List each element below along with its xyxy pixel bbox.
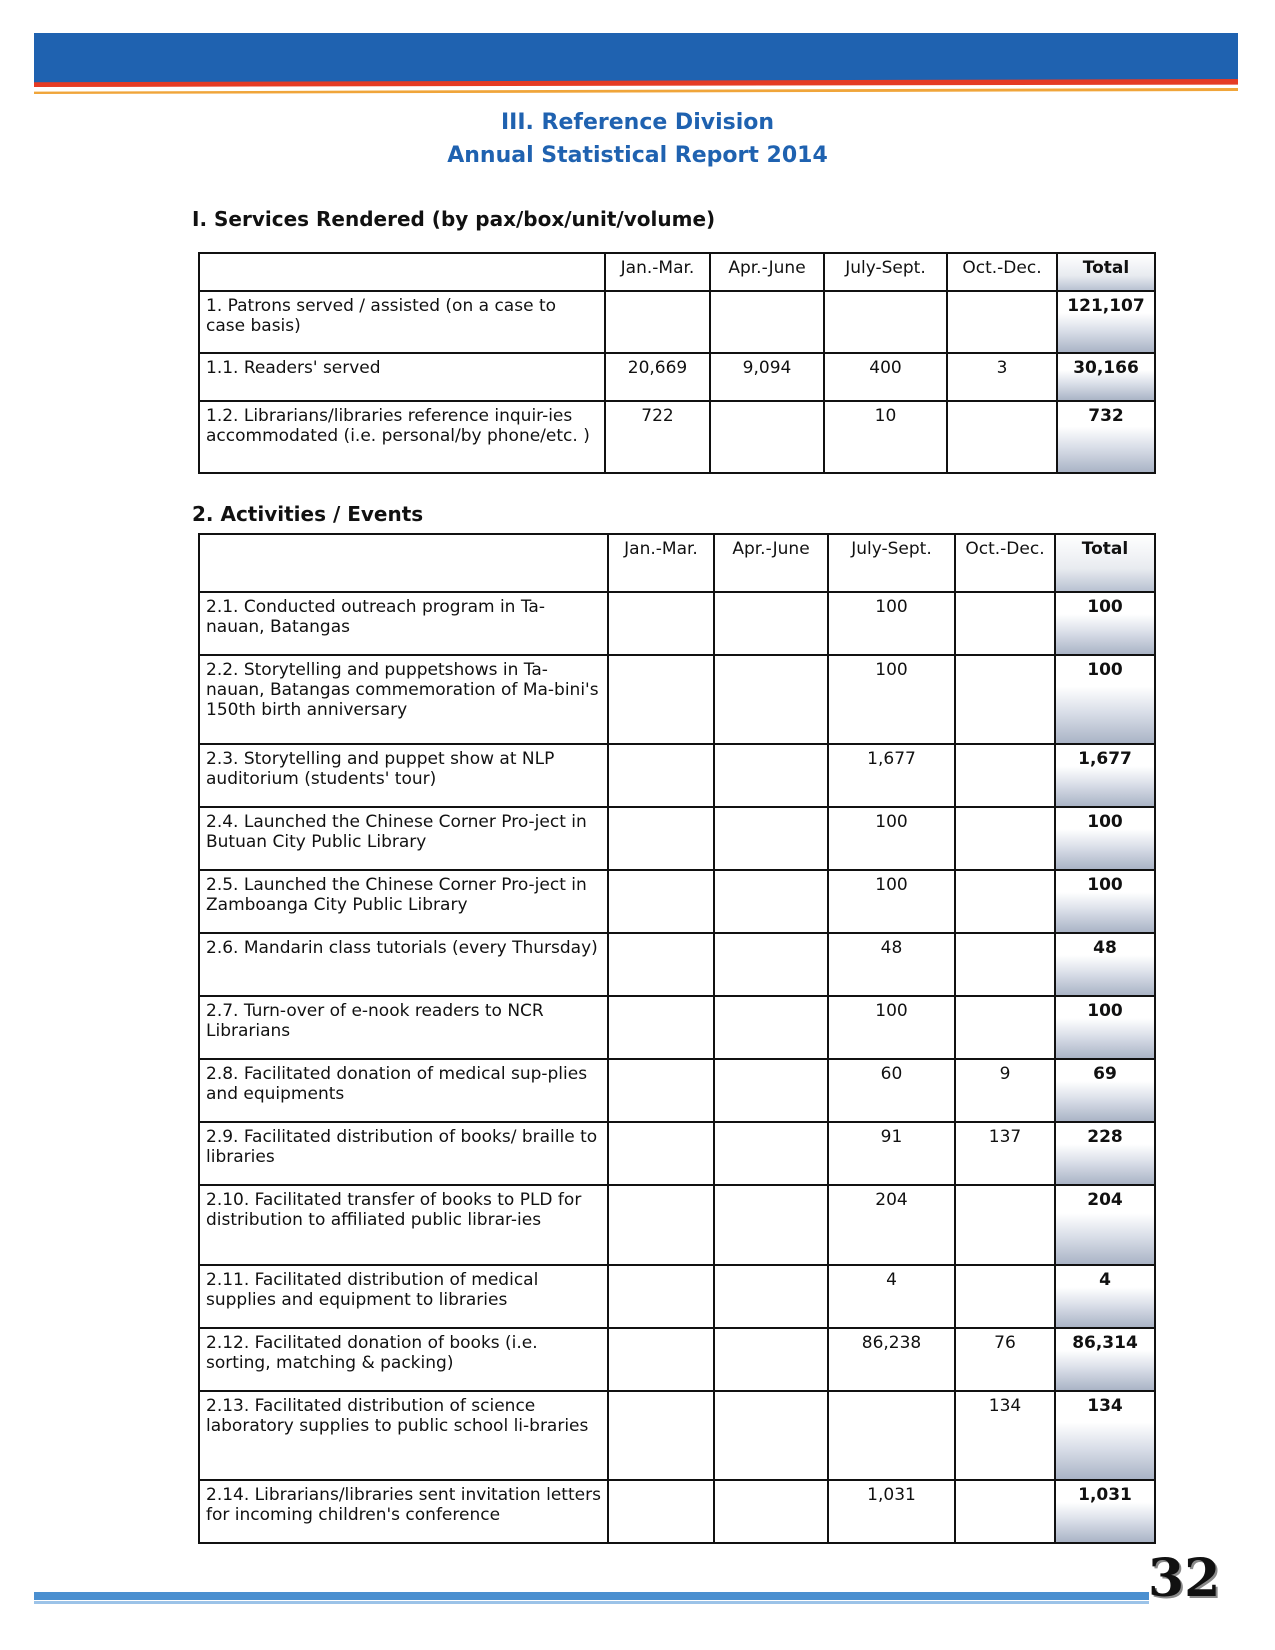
table-cell [955, 655, 1055, 744]
header-blue-bar [34, 33, 1238, 83]
table-cell: 100 [828, 655, 955, 744]
column-header [199, 534, 608, 592]
table-row [199, 291, 1155, 353]
row-total: 121,107 [1057, 291, 1155, 353]
table-cell [955, 1265, 1055, 1328]
table-cell [714, 1059, 828, 1122]
row-label: 2.9. Facilitated distribution of books/ braille to libraries [199, 1122, 608, 1185]
table-cell [608, 744, 714, 807]
division-title: III. Reference Division [500, 110, 775, 135]
table-cell: 204 [828, 1185, 955, 1265]
row-total: 30,166 [1057, 353, 1155, 401]
row-total: 100 [1055, 807, 1155, 870]
table-cell [955, 1480, 1055, 1543]
row-label: 2.10. Facilitated transfer of books to PLD for distribution to affiliated public librar-ies [199, 1185, 608, 1265]
table-cell: 48 [828, 933, 955, 996]
row-total: 100 [1055, 655, 1155, 744]
table-cell [955, 807, 1055, 870]
table-cell [824, 291, 947, 353]
table-cell: 100 [828, 870, 955, 933]
row-label: 2.3. Storytelling and puppet show at NLP auditorium (students' tour) [199, 744, 608, 807]
row-label: 2.14. Librarians/libraries sent invitation letters for incoming children's conference [199, 1480, 608, 1543]
table-cell [714, 592, 828, 655]
activities-heading: 2. Activities / Events [192, 502, 424, 526]
table-cell: 134 [955, 1391, 1055, 1480]
column-header: Oct.-Dec. [947, 253, 1057, 291]
table-cell: 91 [828, 1122, 955, 1185]
table-cell [710, 291, 824, 353]
column-header: Jan.-Mar. [605, 253, 710, 291]
row-total: 1,677 [1055, 744, 1155, 807]
table-cell [608, 870, 714, 933]
row-label: 2.8. Facilitated donation of medical sup-plies and equipments [199, 1059, 608, 1122]
table-header-row [199, 253, 1155, 291]
services-heading: I. Services Rendered (by pax/box/unit/volume) [192, 207, 716, 231]
row-total: 134 [1055, 1391, 1155, 1480]
row-label: 2.13. Facilitated distribution of science laboratory supplies to public school li-braries [199, 1391, 608, 1480]
table-row [199, 1059, 1155, 1122]
row-label: 2.1. Conducted outreach program in Ta-nauan, Batangas [199, 592, 608, 655]
table-cell [955, 744, 1055, 807]
table-cell: 722 [605, 401, 710, 473]
table-cell [608, 1328, 714, 1391]
footer-line-light [34, 1601, 1149, 1604]
table-cell: 1,677 [828, 744, 955, 807]
table-cell [608, 933, 714, 996]
table-cell [608, 655, 714, 744]
table-cell [955, 1185, 1055, 1265]
table-cell: 76 [955, 1328, 1055, 1391]
table-cell: 4 [828, 1265, 955, 1328]
column-header: Apr.-June [710, 253, 824, 291]
row-total: 69 [1055, 1059, 1155, 1122]
table-cell [714, 933, 828, 996]
row-total: 1,031 [1055, 1480, 1155, 1543]
table-cell: 100 [828, 592, 955, 655]
table-cell [828, 1391, 955, 1480]
table-cell [714, 1328, 828, 1391]
table-row [199, 807, 1155, 870]
table-cell [608, 807, 714, 870]
table-cell [714, 1185, 828, 1265]
table-row [199, 1480, 1155, 1543]
row-total: 100 [1055, 592, 1155, 655]
table-cell [955, 933, 1055, 996]
table-cell: 10 [824, 401, 947, 473]
table-cell [608, 592, 714, 655]
row-label: 1.2. Librarians/libraries reference inquir-ies accommodated (i.e. personal/by phone/etc. ) [199, 401, 605, 473]
table-cell [714, 996, 828, 1059]
row-label: 1.1. Readers' served [199, 353, 605, 401]
table-cell: 9,094 [710, 353, 824, 401]
table-row [199, 1265, 1155, 1328]
column-header: July-Sept. [828, 534, 955, 592]
table-header-row [199, 534, 1155, 592]
table-row [199, 996, 1155, 1059]
table-row [199, 592, 1155, 655]
row-label: 2.11. Facilitated distribution of medical supplies and equipment to libraries [199, 1265, 608, 1328]
table-cell: 1,031 [828, 1480, 955, 1543]
column-header: Oct.-Dec. [955, 534, 1055, 592]
table-cell [714, 655, 828, 744]
header-orange-stripe [34, 88, 1238, 94]
table-row [199, 655, 1155, 744]
row-label: 2.4. Launched the Chinese Corner Pro-ject in Butuan City Public Library [199, 807, 608, 870]
row-label: 1. Patrons served / assisted (on a case to case basis) [199, 291, 605, 353]
table-cell: 86,238 [828, 1328, 955, 1391]
column-header-total: Total [1055, 534, 1155, 592]
table-cell [608, 1059, 714, 1122]
table-cell [955, 592, 1055, 655]
column-header: Jan.-Mar. [608, 534, 714, 592]
row-total: 204 [1055, 1185, 1155, 1265]
row-total: 100 [1055, 870, 1155, 933]
table-cell: 400 [824, 353, 947, 401]
table-cell [714, 870, 828, 933]
row-total: 4 [1055, 1265, 1155, 1328]
table-row [199, 401, 1155, 473]
table-cell [608, 1122, 714, 1185]
table-cell [608, 996, 714, 1059]
table-row [199, 1391, 1155, 1480]
table-cell [947, 291, 1057, 353]
services-table [198, 252, 1156, 474]
table-cell [605, 291, 710, 353]
table-row [199, 744, 1155, 807]
table-cell [608, 1480, 714, 1543]
table-cell: 100 [828, 807, 955, 870]
table-cell: 9 [955, 1059, 1055, 1122]
table-cell: 100 [828, 996, 955, 1059]
table-row [199, 1122, 1155, 1185]
table-cell [714, 1122, 828, 1185]
table-cell [714, 1480, 828, 1543]
page-number: 32 [1148, 1548, 1221, 1609]
column-header: Apr.-June [714, 534, 828, 592]
row-total: 100 [1055, 996, 1155, 1059]
table-cell: 3 [947, 353, 1057, 401]
table-cell [955, 870, 1055, 933]
table-cell [608, 1391, 714, 1480]
table-cell [955, 996, 1055, 1059]
table-cell [947, 401, 1057, 473]
row-label: 2.12. Facilitated donation of books (i.e. sorting, matching & packing) [199, 1328, 608, 1391]
table-row [199, 1328, 1155, 1391]
row-total: 48 [1055, 933, 1155, 996]
column-header [199, 253, 605, 291]
row-total: 228 [1055, 1122, 1155, 1185]
footer-line [34, 1592, 1149, 1600]
table-cell [608, 1265, 714, 1328]
table-cell: 60 [828, 1059, 955, 1122]
table-cell: 137 [955, 1122, 1055, 1185]
header-band [34, 33, 1238, 95]
table-cell [714, 1391, 828, 1480]
column-header-total: Total [1057, 253, 1155, 291]
table-cell [714, 1265, 828, 1328]
table-row [199, 353, 1155, 401]
row-total: 732 [1057, 401, 1155, 473]
row-label: 2.5. Launched the Chinese Corner Pro-ject in Zamboanga City Public Library [199, 870, 608, 933]
row-label: 2.7. Turn-over of e-nook readers to NCR Librarians [199, 996, 608, 1059]
table-row [199, 1185, 1155, 1265]
report-title: Annual Statistical Report 2014 [447, 143, 828, 168]
table-row [199, 870, 1155, 933]
table-row [199, 933, 1155, 996]
activities-table [198, 533, 1156, 1544]
row-total: 86,314 [1055, 1328, 1155, 1391]
row-label: 2.2. Storytelling and puppetshows in Ta-nauan, Batangas commemoration of Ma-bini's 150th birth anniversary [199, 655, 608, 744]
column-header: July-Sept. [824, 253, 947, 291]
row-label: 2.6. Mandarin class tutorials (every Thursday) [199, 933, 608, 996]
table-cell [714, 744, 828, 807]
table-cell [714, 807, 828, 870]
table-cell: 20,669 [605, 353, 710, 401]
table-cell [710, 401, 824, 473]
table-cell [608, 1185, 714, 1265]
